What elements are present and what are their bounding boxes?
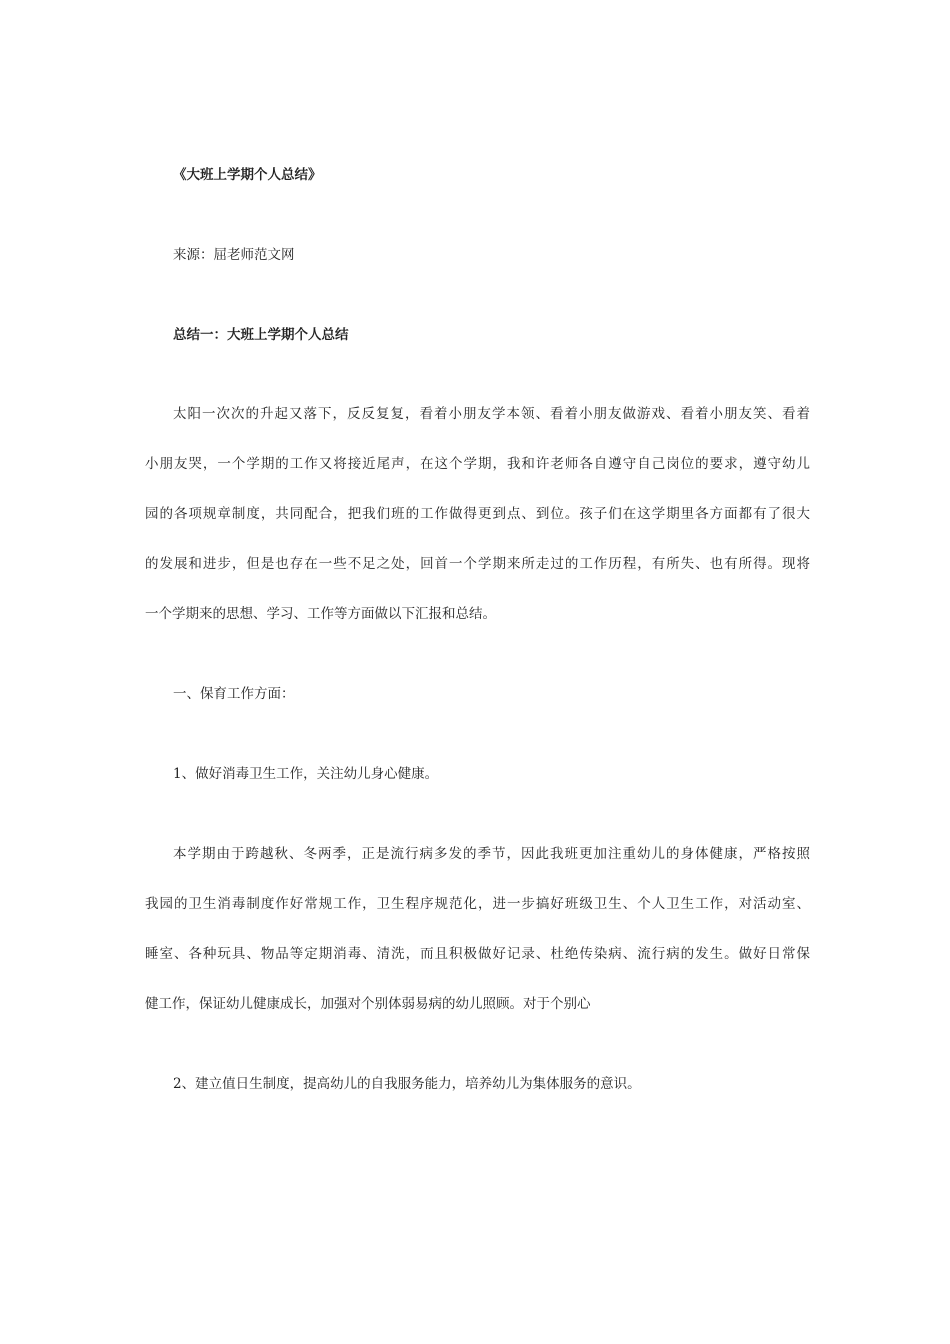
- source-line: 来源：屈老师范文网: [173, 247, 295, 263]
- paragraph-line: 我园的卫生消毒制度作好常规工作，卫生程序规范化，进一步搞好班级卫生、个人卫生工作，对活动室、: [145, 896, 810, 912]
- paragraph-line: 园的各项规章制度，共同配合，把我们班的工作做得更到点、到位。孩子们在这学期里各方面都有了很大: [145, 506, 810, 522]
- item-two-heading: 2、建立值日生制度，提高幼儿的自我服务能力，培养幼儿为集体服务的意识。: [173, 1076, 641, 1092]
- paragraph-line: 太阳一次次的升起又落下，反反复复，看着小朋友学本领、看着小朋友做游戏、看着小朋友笑、看着: [173, 406, 810, 422]
- paragraph-line: 睡室、各种玩具、物品等定期消毒、清洗，而且积极做好记录、杜绝传染病、流行病的发生。做好日常保: [145, 946, 810, 962]
- paragraph-line: 的发展和进步，但是也存在一些不足之处，回首一个学期来所走过的工作历程，有所失、也有所得。现将: [145, 556, 810, 572]
- part-one-heading: 一、保育工作方面：: [173, 686, 295, 702]
- paragraph-line: 健工作，保证幼儿健康成长，加强对个别体弱易病的幼儿照顾。对于个别心: [145, 996, 591, 1012]
- paragraph-line: 一个学期来的思想、学习、工作等方面做以下汇报和总结。: [145, 606, 496, 622]
- paragraph-line: 小朋友哭，一个学期的工作又将接近尾声，在这个学期，我和许老师各自遵守自己岗位的要求，遵守幼儿: [145, 456, 810, 472]
- section-heading: 总结一：大班上学期个人总结: [173, 327, 349, 343]
- document-page: [145, 0, 810, 1344]
- document-title: 《大班上学期个人总结》: [173, 167, 322, 183]
- item-one-heading: 1、做好消毒卫生工作，关注幼儿身心健康。: [173, 766, 439, 782]
- paragraph-line: 本学期由于跨越秋、冬两季，正是流行病多发的季节，因此我班更加注重幼儿的身体健康，严格按照: [173, 846, 810, 862]
